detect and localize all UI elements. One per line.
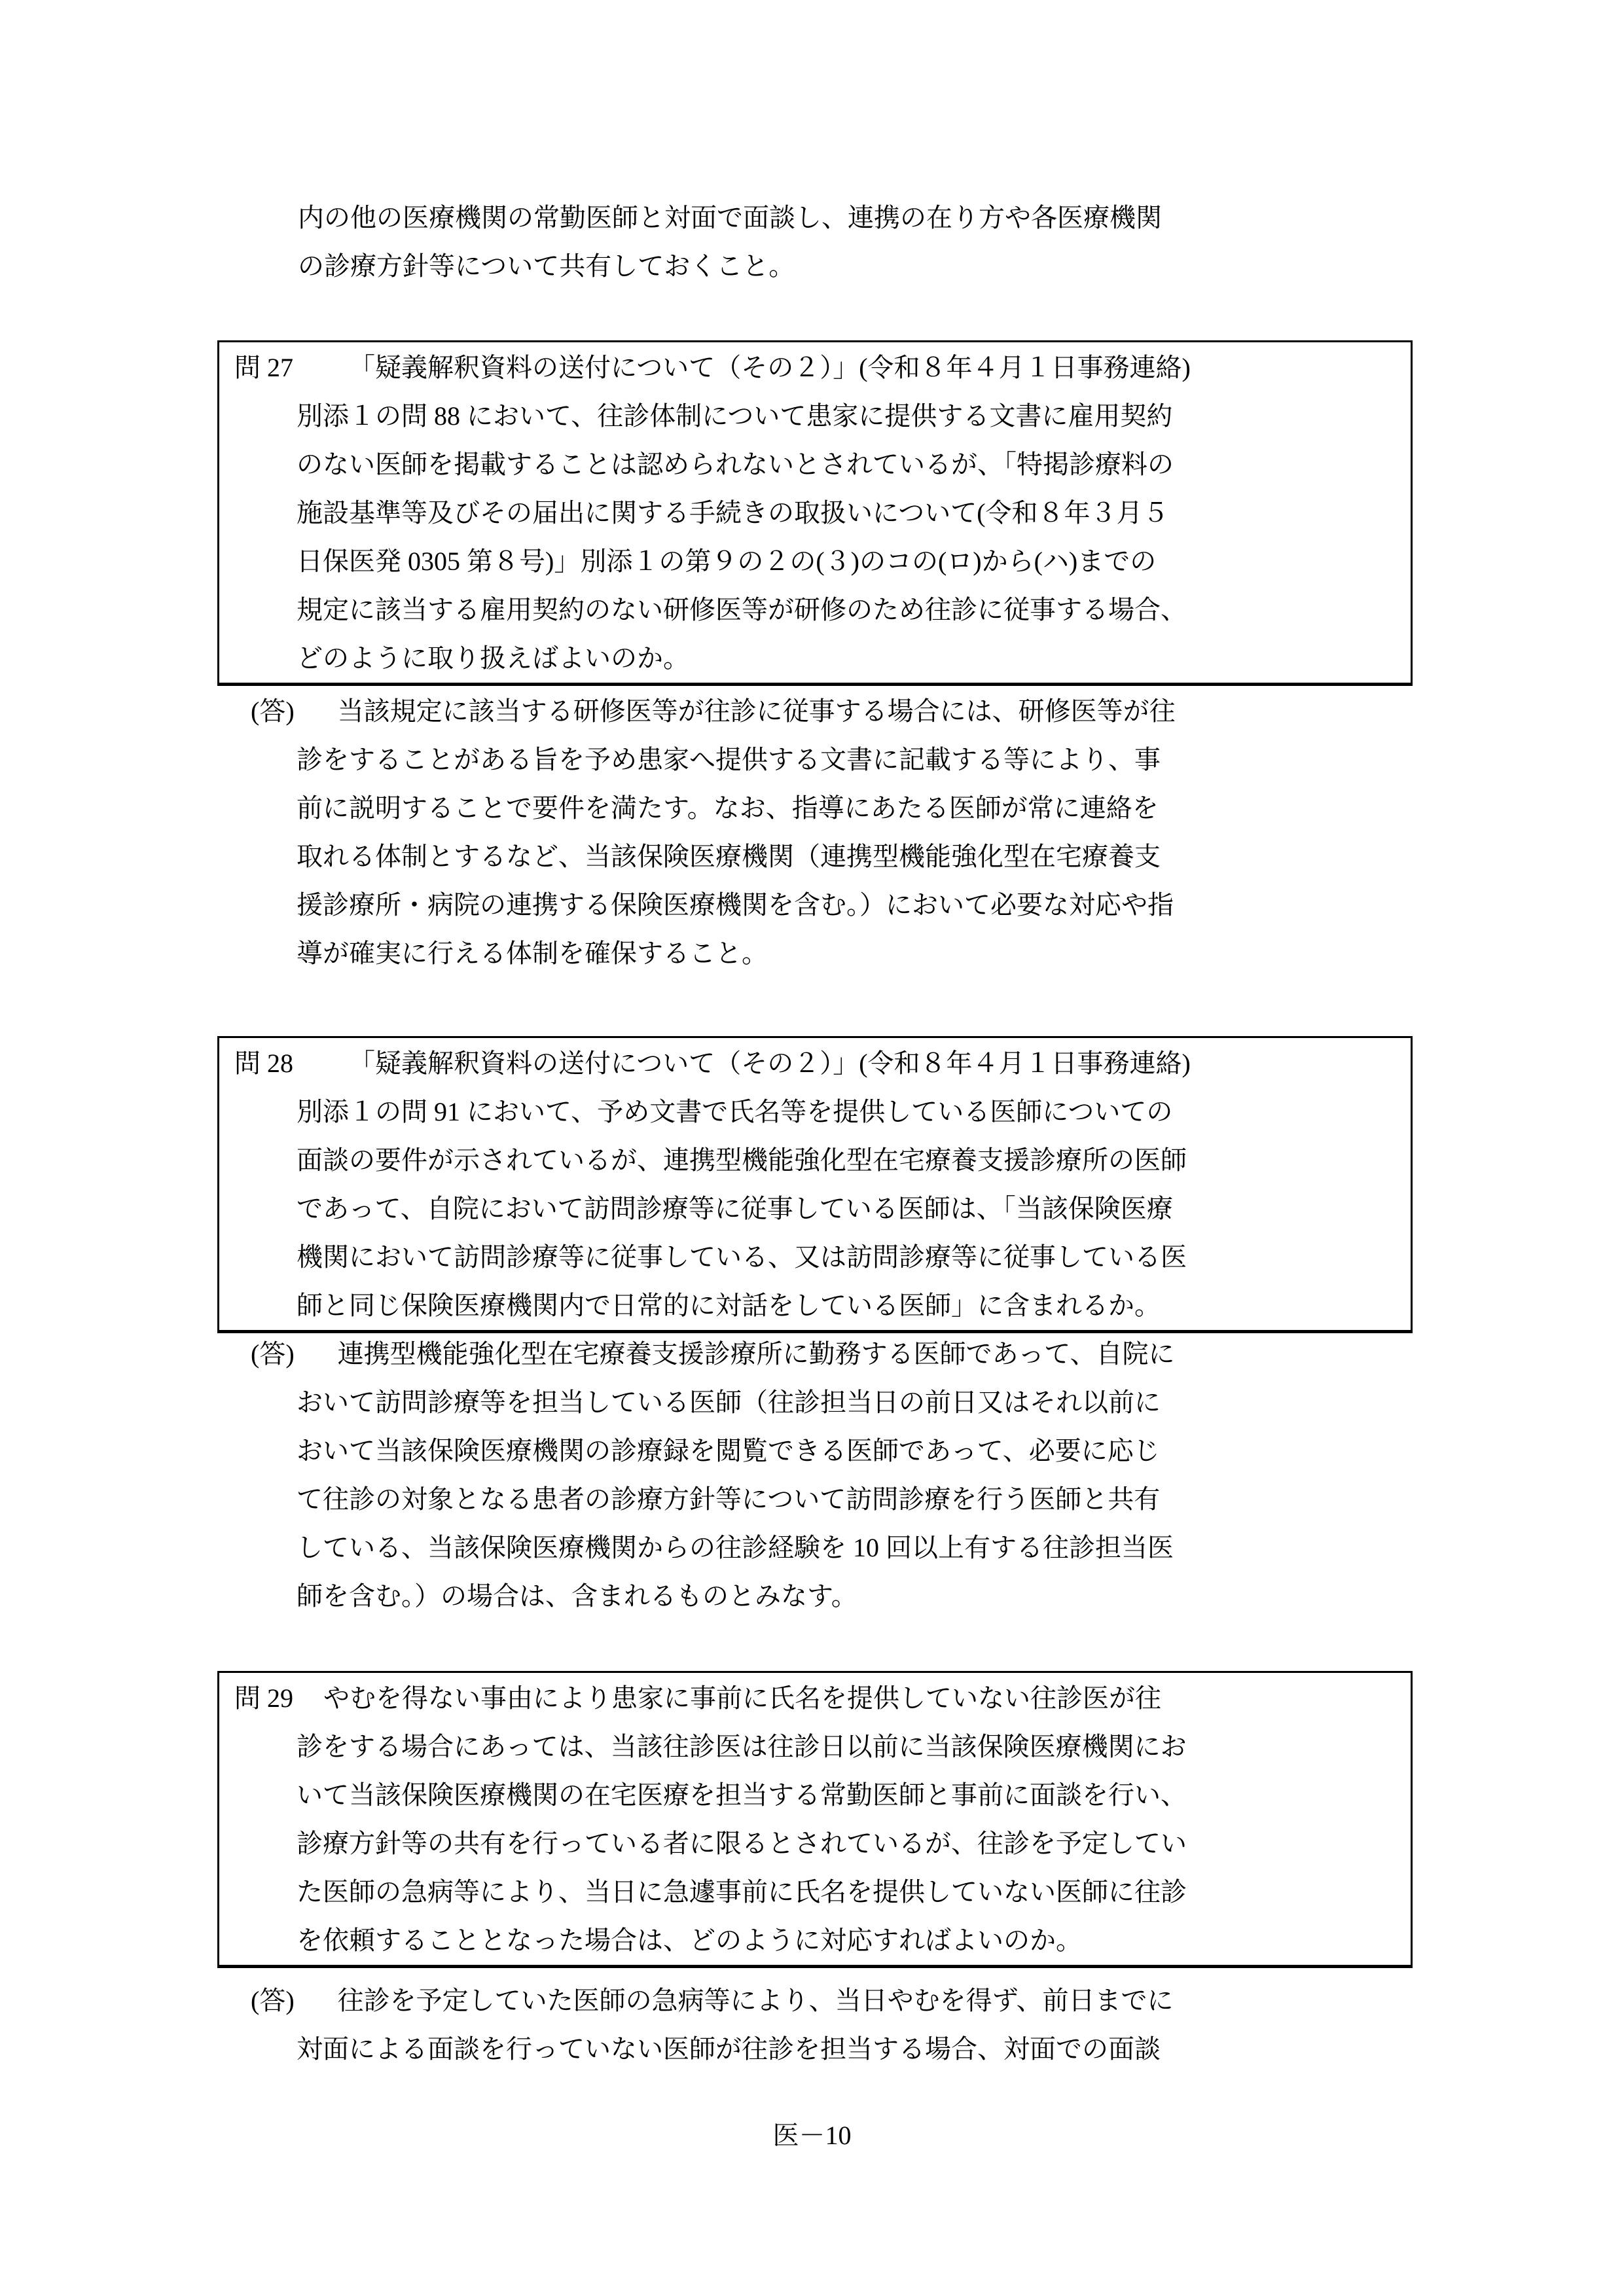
paragraph-line: の診療方針等について共有しておくこと。 — [298, 251, 795, 281]
question-first-line — [234, 1039, 1398, 1088]
question-line: た医師の急病等により、当日に急遽事前に氏名を提供していない医師に往診 — [297, 1877, 1187, 1907]
answer-label: (答) — [251, 1986, 295, 2015]
question-line: を依頼することとなった場合は、どのように対応すればよいのか。 — [297, 1926, 1082, 1955]
answer-line: 取れる体制とするなど、当該保険医療機関（連携型機能強化型在宅療養支 — [297, 842, 1161, 871]
answer-label: (答) — [251, 1339, 295, 1369]
question-first-line — [234, 344, 1398, 392]
question-number: 問 29 — [234, 1683, 293, 1713]
page-number — [0, 2115, 1624, 2152]
answer-text: 当該規定に該当する研修医等が往診に従事する場合には、研修医等が往 — [337, 696, 1176, 726]
question-number: 問 27 — [234, 353, 293, 382]
answer-29 — [251, 1977, 1173, 2073]
paragraph-line: 内の他の医療機関の常勤医師と対面で面談し、連携の在り方や各医療機関 — [298, 203, 1162, 232]
answer-label: (答) — [251, 696, 295, 726]
question-line: 規定に該当する雇用契約のない研修医等が研修のため往診に従事する場合、 — [297, 595, 1187, 624]
answer-line: おいて訪問診療等を担当している医師（往診担当日の前日又はそれ以前に — [297, 1388, 1161, 1417]
answer-first-line — [251, 687, 1176, 736]
question-line: 師と同じ保険医療機関内で日常的に対話をしている医師」に含まれるか。 — [297, 1291, 1161, 1320]
answer-28 — [251, 1330, 1174, 1621]
answer-line: て往診の対象となる患者の診療方針等について訪問診療を行う医師と共有 — [297, 1484, 1161, 1514]
question-text: 「疑義解釈資料の送付について（その２）」(令和８年４月１日事務連絡) — [349, 1049, 1191, 1078]
question-line: のない医師を掲載することは認められないとされているが、「特掲診療料の — [297, 450, 1174, 479]
question-text: やむを得ない事由により患家に事前に氏名を提供していない往診医が往 — [323, 1683, 1161, 1713]
answer-line: 師を含む。）の場合は、含まれるものとみなす。 — [297, 1581, 857, 1611]
page-number-label: 医－10 — [772, 2121, 852, 2150]
question-line: 別添１の問 91 において、予め文書で氏名等を提供している医師についての — [297, 1097, 1173, 1126]
answer-line: 対面による面談を行っていない医師が往診を担当する場合、対面での面談 — [297, 2034, 1161, 2064]
continuation-paragraph — [298, 194, 1162, 291]
answer-line: 援診療所・病院の連携する保険医療機関を含む。）において必要な対応や指 — [297, 890, 1174, 920]
answer-line: 診をすることがある旨を予め患家へ提供する文書に記載する等により、事 — [297, 745, 1161, 774]
question-line: いて当該保険医療機関の在宅医療を担当する常勤医師と事前に面談を行い、 — [297, 1780, 1187, 1810]
answer-text: 往診を予定していた医師の急病等により、当日やむを得ず、前日までに — [337, 1986, 1174, 2015]
question-line: 診をする場合にあっては、当該往診医は往診日以前に当該保険医療機関にお — [297, 1732, 1187, 1761]
question-first-line — [234, 1674, 1398, 1723]
question-line: 日保医発 0305 第８号)」別添１の第９の２の(３)のコの(ロ)から(ハ)までの — [297, 547, 1157, 576]
question-line: であって、自院において訪問診療等に従事している医師は、「当該保険医療 — [297, 1194, 1173, 1223]
question-line: 機関において訪問診療等に従事している、又は訪問診療等に従事している医 — [297, 1242, 1187, 1272]
answer-line: おいて当該保険医療機関の診療録を閲覧できる医師であって、必要に応じ — [297, 1436, 1160, 1465]
question-line: 診療方針等の共有を行っている者に限るとされているが、往診を予定してい — [297, 1829, 1187, 1858]
question-line: 施設基準等及びその届出に関する手続きの取扱いについて(令和８年３月５ — [297, 498, 1169, 528]
question-line: 別添１の問 88 において、往診体制について患家に提供する文書に雇用契約 — [297, 401, 1173, 431]
answer-line: している、当該保険医療機関からの往診経験を 10 回以上有する往診担当医 — [297, 1533, 1174, 1562]
question-text: 「疑義解釈資料の送付について（その２）」(令和８年４月１日事務連絡) — [349, 353, 1191, 382]
question-line: どのように取り扱えばよいのか。 — [297, 643, 689, 673]
answer-first-line — [251, 1977, 1173, 2025]
question-number: 問 28 — [234, 1049, 293, 1078]
question-box-27 — [217, 340, 1413, 686]
answer-27 — [251, 687, 1176, 978]
answer-line: 前に説明することで要件を満たす。なお、指導にあたる医師が常に連絡を — [297, 793, 1159, 823]
answer-text: 連携型機能強化型在宅療養支援診療所に勤務する医師であって、自院に — [337, 1339, 1175, 1369]
question-line: 面談の要件が示されているが、連携型機能強化型在宅療養支援診療所の医師 — [297, 1145, 1187, 1175]
answer-line: 導が確実に行える体制を確保すること。 — [297, 939, 768, 968]
question-box-29 — [217, 1671, 1413, 1968]
question-box-28 — [217, 1036, 1413, 1333]
answer-first-line — [251, 1330, 1174, 1378]
